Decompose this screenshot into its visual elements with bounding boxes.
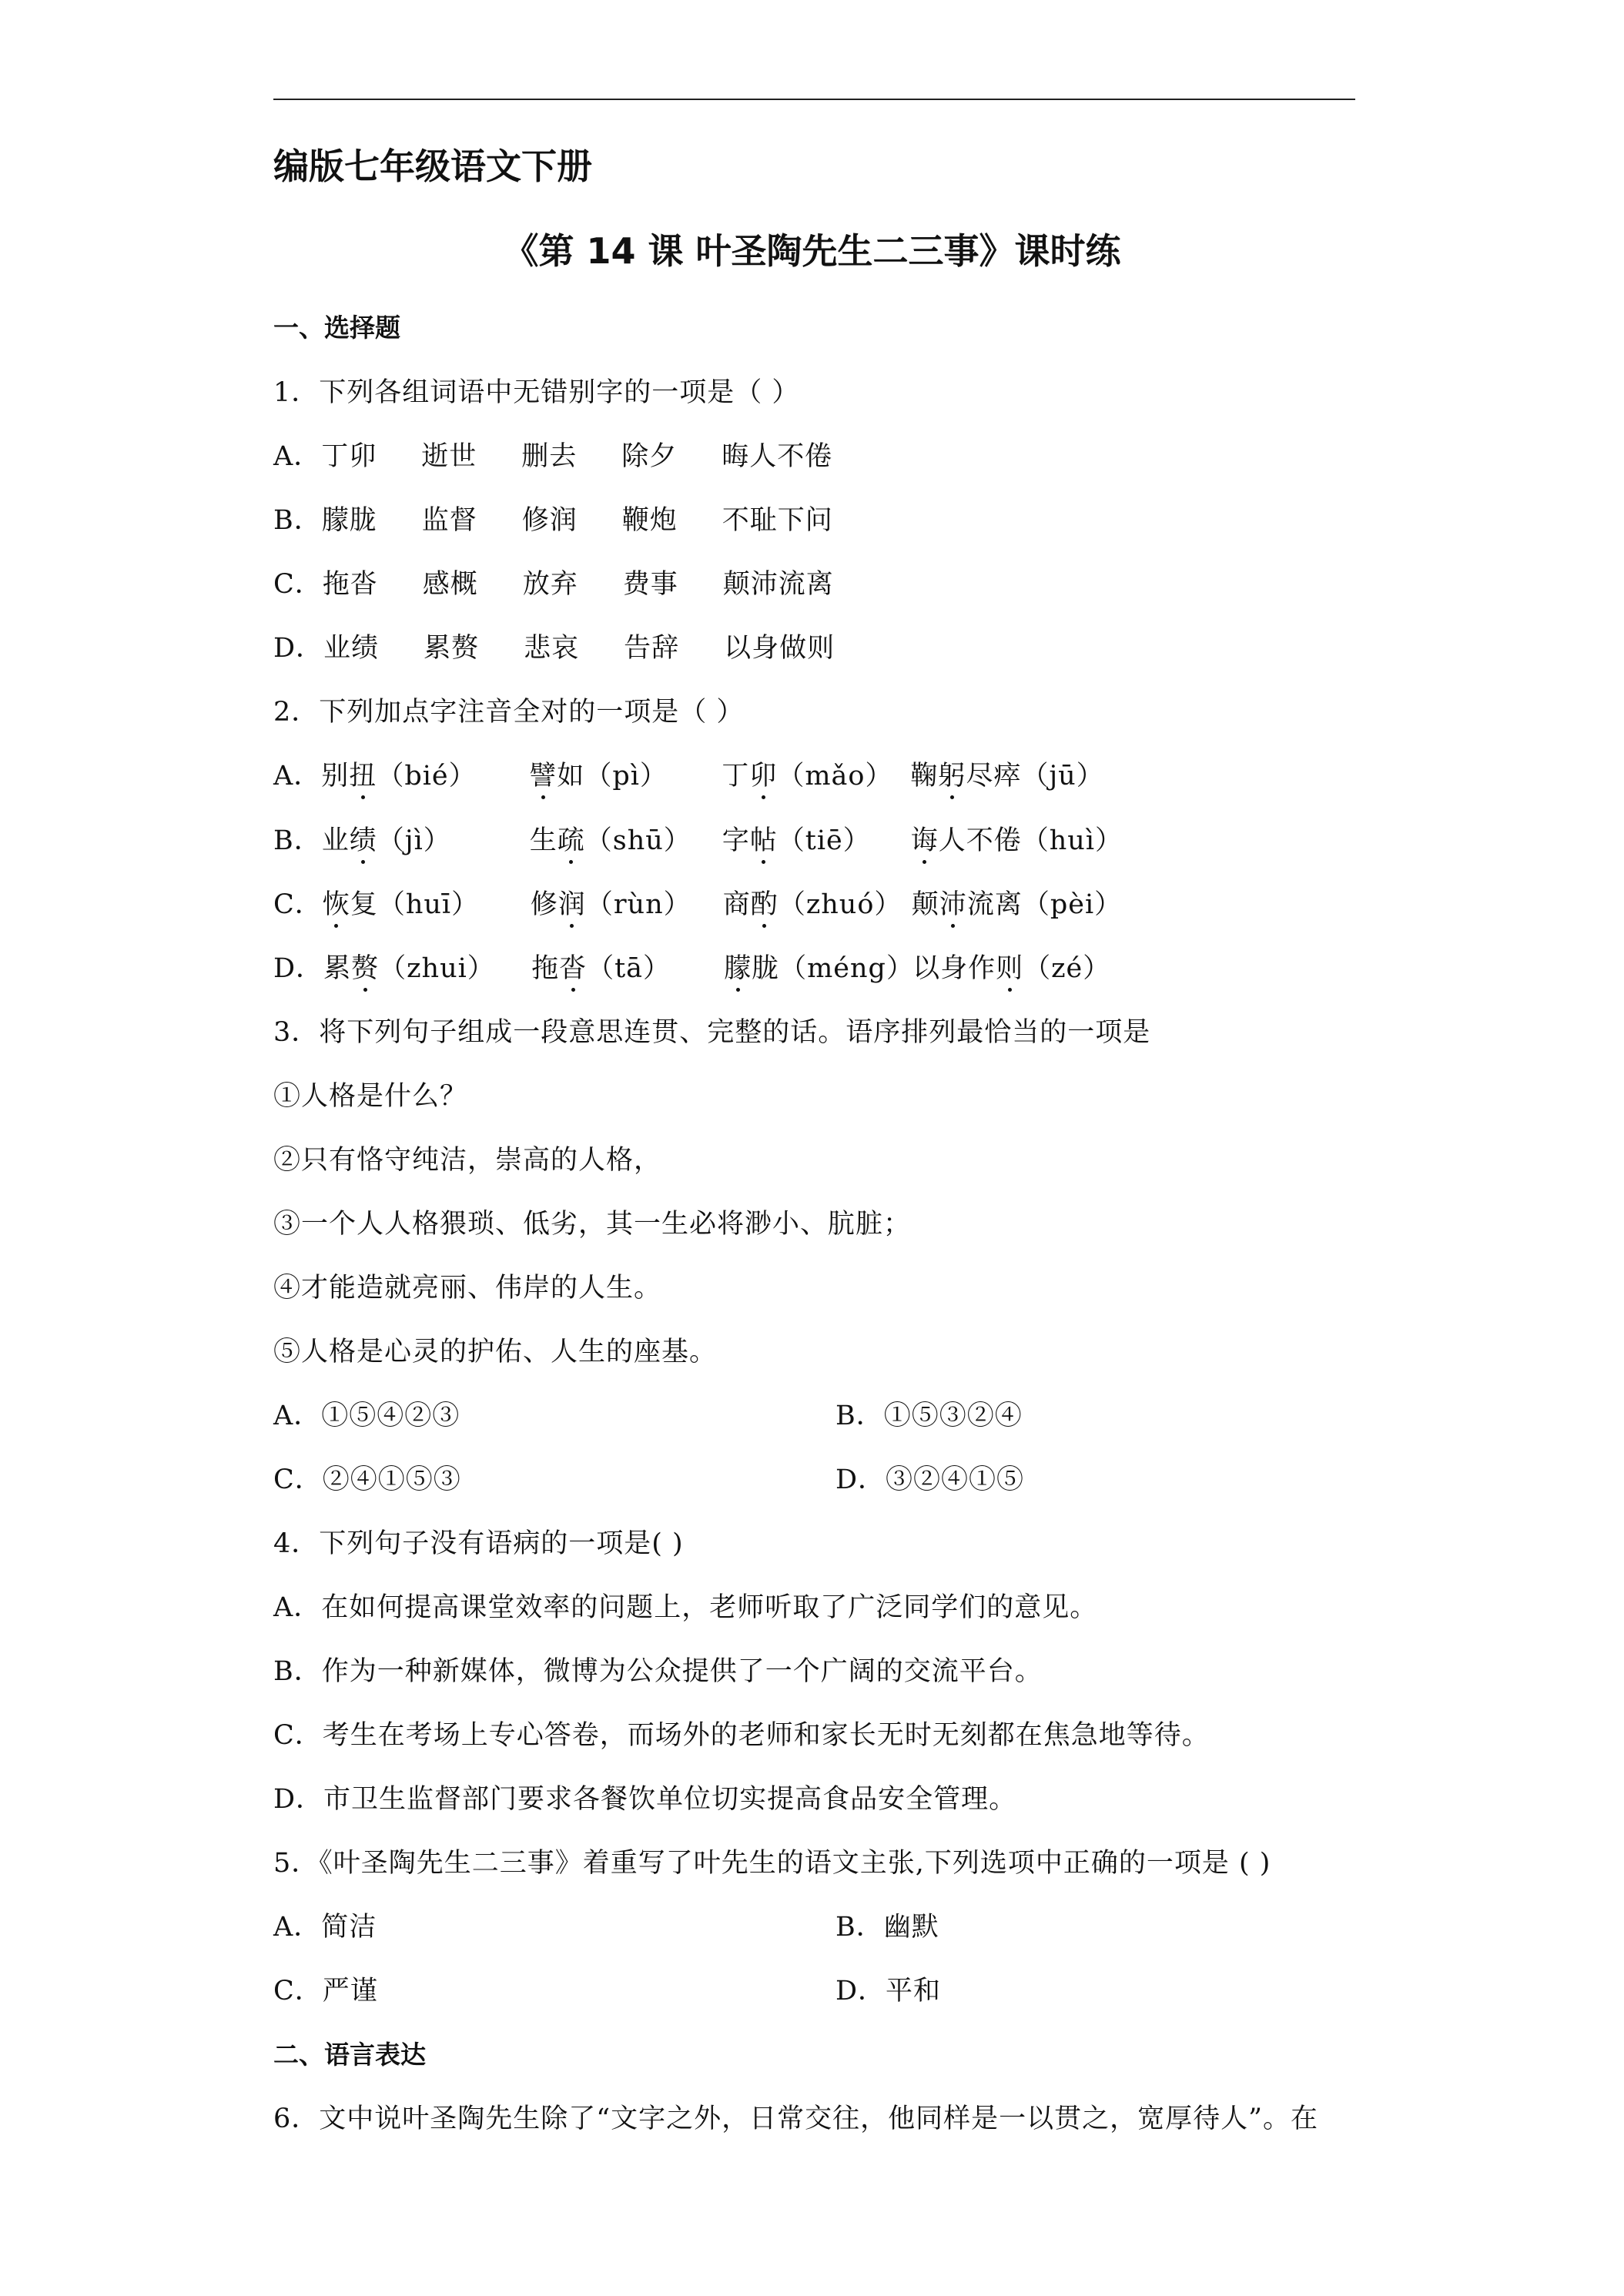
q5-option-b: B．幽默 [835,1912,939,1943]
q3-sentence-5: ⑤人格是心灵的护佑、人生的座基。 [273,1337,718,1367]
word-with-pinyin [723,883,912,922]
q4-option-c: C．考生在考场上专心答卷，而场外的老师和家长无时无刻都在焦急地等待。 [273,1720,1210,1751]
q1-option-c [273,563,834,601]
emphasized-character: 诲 [910,825,939,856]
word-part: 颠 [911,889,939,920]
q2-option-c [273,883,1122,922]
word-item: 逝世 [421,441,477,472]
emphasized-character: 则 [996,953,1024,984]
word-part: 如 [557,761,585,792]
q3-options-row-1 [273,1394,1023,1433]
pinyin: （shū） [584,825,691,856]
pinyin: （zhui） [379,953,495,984]
word-with-pinyin [911,819,1123,858]
word-part: 胧 [752,953,780,984]
option-label: C． [273,889,323,920]
q1-option-a [273,435,832,474]
word-item: 费事 [622,569,678,600]
emphasized-character: 躬 [938,761,966,792]
word-item: 丁卯 [321,441,377,472]
pinyin: （jū） [1021,761,1104,792]
emphasized-character: 沛 [939,889,967,920]
word-part: 字 [722,825,750,856]
emphasized-character: 酌 [750,889,779,920]
word-part: 生 [529,825,558,856]
word-part: 人不倦 [938,825,1022,856]
emphasized-character: 譬 [529,761,558,792]
word-item: 累赘 [424,633,480,664]
section-heading-expression: 二、语言表达 [273,2040,426,2070]
emphasized-character: 朦 [724,953,752,984]
pinyin: （pèi） [1022,889,1123,920]
q3-option-b: B．①⑤③②④ [835,1401,1023,1431]
q3-stem: 3．将下列句子组成一段意思连贯、完整的话。语序排列最恰当的一项是 [273,1017,1151,1048]
word-item: 感概 [422,569,478,600]
word-with-pinyin [722,819,911,858]
word-with-pinyin [722,755,910,793]
pinyin: （huì） [1021,825,1123,856]
q4-option-d: D．市卫生监督部门要求各餐饮单位切实提高食品安全管理。 [273,1784,1017,1815]
word-item: 以身做则 [724,633,835,664]
word-item: 删去 [521,441,578,472]
option-label: A． [273,761,322,792]
pinyin: （huī） [377,889,480,920]
pinyin: （bié） [377,761,477,792]
pinyin: （mǎo） [777,761,893,792]
word-part: 尽瘁 [966,761,1022,792]
emphasized-character: 绩 [349,825,377,856]
word-item: 鞭炮 [621,505,678,536]
q5-stem: 5．《叶圣陶先生二三事》着重写了叶先生的语文主张,下列选项中正确的一项是 ( ) [273,1848,1271,1879]
option-label: A． [273,441,322,472]
q3-option-d: D．③②④①⑤ [835,1464,1025,1495]
section-heading-choice: 一、选择题 [273,313,400,343]
word-with-pinyin [531,947,724,986]
q6-stem: 6．文中说叶圣陶先生除了“文字之外，日常交往，他同样是一以贯之，宽厚待人”。在 [273,2104,1319,2134]
word-with-pinyin [323,883,531,922]
option-label: B． [273,505,322,536]
pinyin: （zé） [1023,953,1111,984]
q3-option-a: A．①⑤④②③ [273,1401,460,1431]
q2-option-d [273,947,1110,986]
emphasized-character: 沓 [559,953,588,984]
word-with-pinyin [322,819,530,858]
word-part: 商 [722,889,751,920]
q3-sentence-2: ②只有恪守纯洁，崇高的人格， [273,1145,662,1176]
word-part: 丁 [722,761,750,792]
word-item: 不耻下问 [722,505,833,536]
q5-option-c: C．严谨 [273,1976,378,2006]
word-item: 业绩 [323,633,380,664]
option-label: D． [273,633,324,664]
top-rule [273,99,1355,100]
option-label: B． [273,825,322,856]
q3-option-c: C．②④①⑤③ [273,1464,461,1495]
pinyin: （méng） [779,953,914,984]
q3-sentence-4: ④才能造就亮丽、伟岸的人生。 [273,1273,662,1304]
q4-option-a: A．在如何提高课堂效率的问题上，老师听取了广泛同学们的意见。 [273,1592,1098,1623]
word-item: 除夕 [621,441,678,472]
word-part: 鞠 [910,761,939,792]
word-part: 流离 [966,889,1023,920]
word-part: 以身作 [912,953,996,984]
emphasized-character: 扭 [349,761,377,792]
word-part: 修 [530,889,558,920]
word-with-pinyin [912,947,1110,986]
pinyin: （zhuó） [778,889,902,920]
emphasized-character: 卯 [749,761,778,792]
q2-option-a [273,755,1104,793]
word-part: 复 [350,889,378,920]
word-with-pinyin [531,883,723,922]
q1-stem: 1．下列各组词语中无错别字的一项是（ ） [273,377,800,408]
word-part: 累 [323,953,352,984]
pinyin: （tā） [587,953,671,984]
q5-option-a: A．简洁 [273,1912,377,1943]
q2-stem: 2．下列加点字注音全对的一项是（ ） [273,697,745,728]
option-label: D． [273,953,324,984]
word-item: 晦人不倦 [722,441,833,472]
word-with-pinyin [323,947,531,986]
pinyin: （jì） [377,825,451,856]
q1-option-b [273,499,833,537]
word-item: 朦胧 [321,505,377,536]
q5-options-row-1 [273,1906,939,1944]
pinyin: （tiē） [777,825,871,856]
emphasized-character: 润 [558,889,586,920]
word-item: 修润 [521,505,578,536]
q1-option-d [273,627,835,665]
word-item: 监督 [421,505,477,536]
q5-option-d: D．平和 [835,1976,942,2006]
word-item: 悲哀 [524,633,580,664]
q5-options-row-2 [273,1970,941,2008]
emphasized-character: 赘 [351,953,380,984]
pinyin: （rùn） [585,889,691,920]
word-with-pinyin [912,883,1122,922]
emphasized-character: 恢 [322,889,350,920]
word-item: 颠沛流离 [722,569,834,600]
q2-option-b [273,819,1123,858]
pinyin: （pì） [584,761,668,792]
word-item: 放弃 [522,569,578,600]
lesson-title: 《第 14 课 叶圣陶先生二三事》课时练 [503,230,1121,272]
q3-sentence-3: ③一个人人格猥琐、低劣，其一生必将渺小、肮脏； [273,1209,912,1240]
word-item: 告辞 [624,633,680,664]
word-with-pinyin [724,947,912,986]
q3-options-row-2 [273,1458,1024,1497]
q3-sentence-1: ①人格是什么？ [273,1081,468,1112]
q4-option-b: B．作为一种新媒体，微博为公众提供了一个广阔的交流平台。 [273,1656,1043,1687]
word-part: 业 [321,825,350,856]
option-label: C． [273,569,323,600]
book-title: 编版七年级语文下册 [273,146,592,187]
word-part: 拖 [531,953,560,984]
word-item: 拖沓 [322,569,378,600]
word-with-pinyin [910,755,1103,793]
q4-stem: 4．下列句子没有语病的一项是( ) [273,1528,684,1559]
emphasized-character: 帖 [749,825,778,856]
word-with-pinyin [530,819,722,858]
emphasized-character: 疏 [557,825,585,856]
word-part: 别 [321,761,350,792]
word-with-pinyin [321,755,529,793]
word-with-pinyin [529,755,722,793]
